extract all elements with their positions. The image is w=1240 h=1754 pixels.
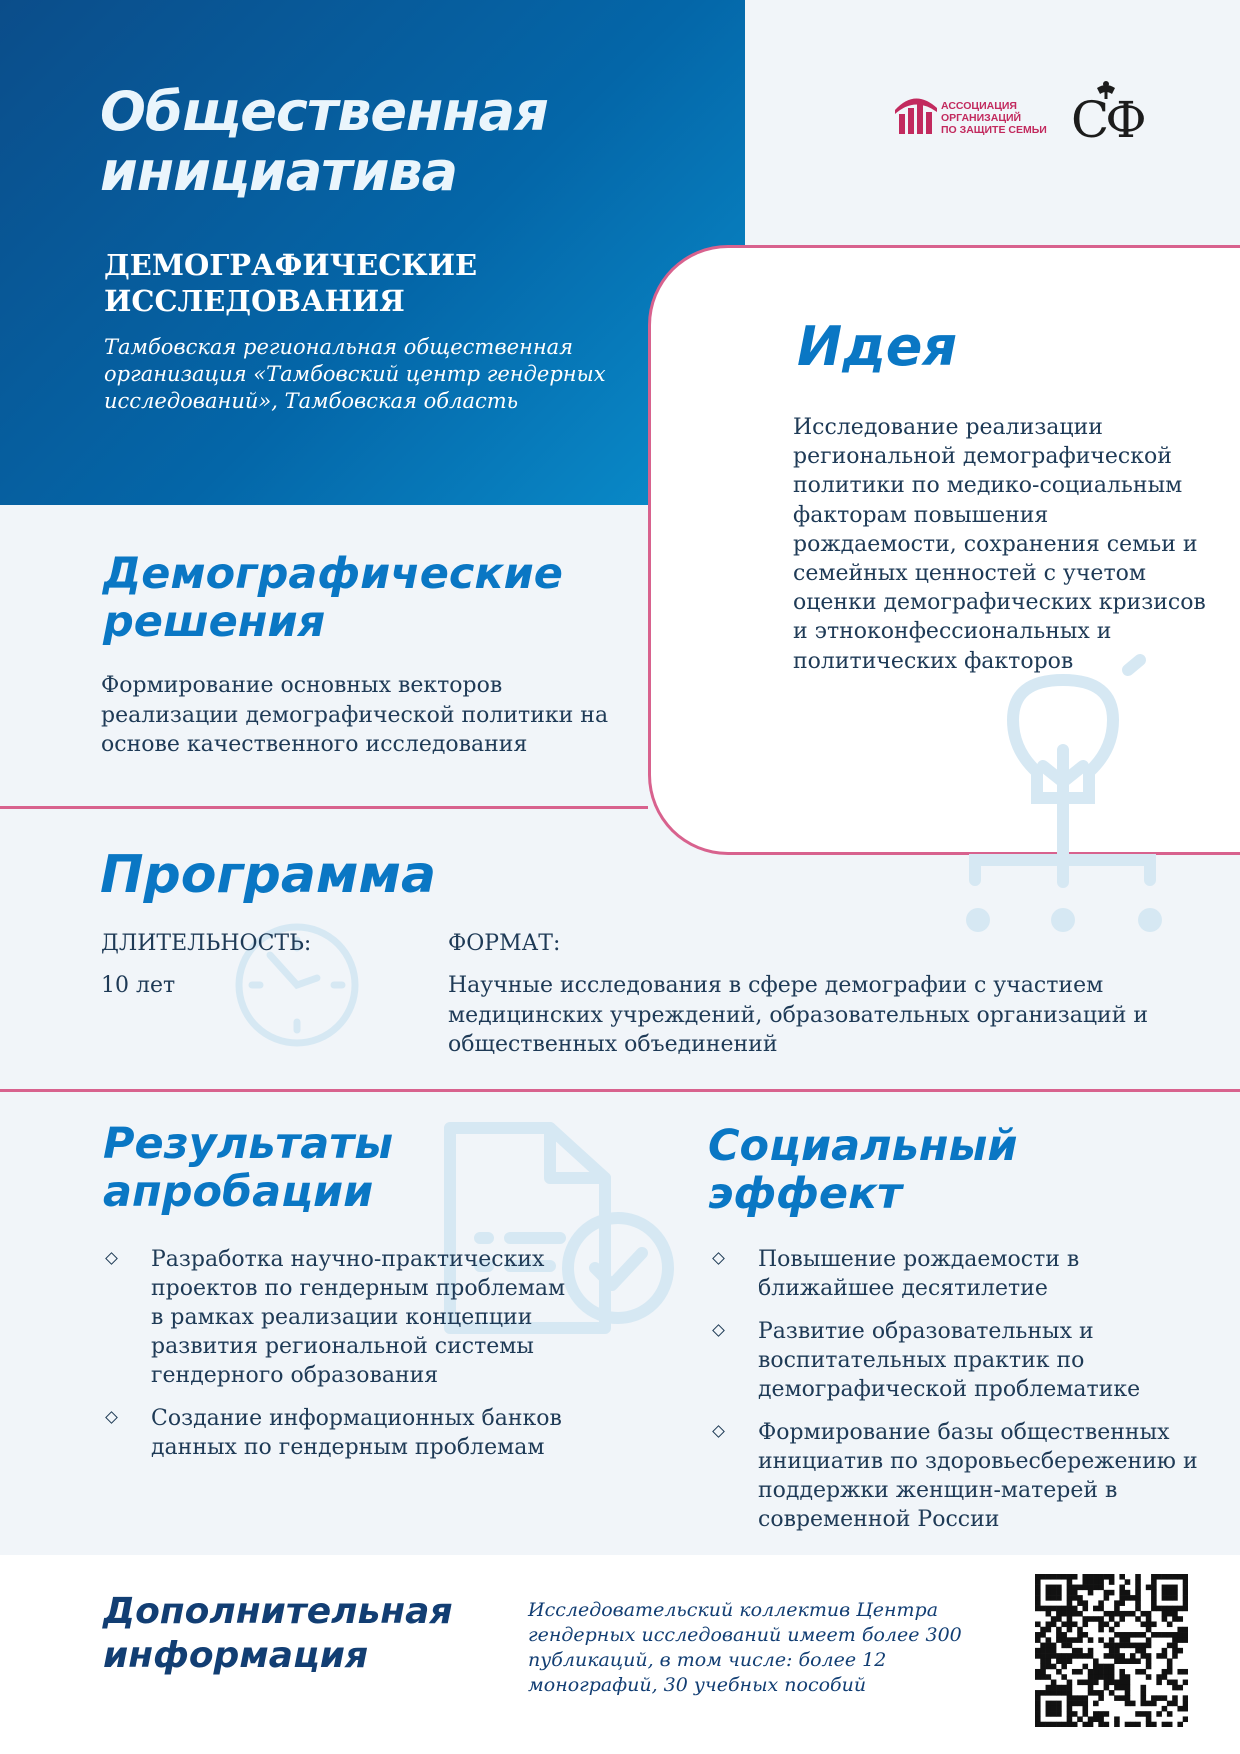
logos <box>885 78 1185 156</box>
page-title <box>100 82 548 202</box>
association-logo-text: АССОЦИАЦИЯ ОРГАНИЗАЦИЙ ПО ЗАЩИТЕ СЕМЬИ <box>941 100 1047 136</box>
duration-label: ДЛИТЕЛЬНОСТЬ: <box>101 931 312 956</box>
subtitle-line-2: ИССЛЕДОВАНИЯ <box>104 284 405 318</box>
social-effect-list <box>708 1245 1218 1548</box>
program-heading: Программа <box>100 845 437 905</box>
hero-banner <box>0 0 745 505</box>
diamond-bullet-icon <box>712 1252 725 1265</box>
format-value: Научные исследования в сфере демографии с участием медицинских учреждений, образовательных организаций и общественных объединений <box>448 973 1149 1057</box>
results-list <box>101 1245 566 1476</box>
list-item: Разработка научно-практических проектов по гендерным проблемам в рамках реализации концепции развития региональной системы гендерного образования <box>101 1245 566 1390</box>
subtitle-line-1: ДЕМОГРАФИЧЕСКИЕ <box>104 248 478 282</box>
idea-heading: Идея <box>797 315 958 378</box>
diamond-bullet-icon <box>712 1425 725 1438</box>
list-item: Создание информационных банков данных по гендерным проблемам <box>101 1404 566 1462</box>
diamond-bullet-icon <box>712 1324 725 1337</box>
list-item: Развитие образовательных и воспитательных практик по демографической проблематике <box>708 1317 1218 1404</box>
title-line-1: Общественная <box>100 80 548 143</box>
qr-code-icon[interactable] <box>1035 1574 1188 1727</box>
format-label: ФОРМАТ: <box>448 931 561 956</box>
page-subtitle <box>104 247 477 319</box>
duration-value: 10 лет <box>101 973 176 998</box>
solutions-heading: Демографические решения <box>103 549 563 647</box>
diamond-bullet-icon <box>105 1411 118 1424</box>
diamond-bullet-icon <box>105 1252 118 1265</box>
organization-name: Тамбовская региональная общественная организация «Тамбовский центр гендерных исследований», Тамбовская область <box>104 335 606 413</box>
lightbulb-icon <box>950 650 1180 940</box>
additional-info-text: Исследовательский коллектив Центра гендерных исследований имеет более 300 публикаций, в том числе: более 12 монографий, 30 учебных пособий <box>528 1599 962 1696</box>
list-item: Формирование базы общественных инициатив по здоровьесбережению и поддержки женщин-матерей в современной России <box>708 1418 1218 1534</box>
association-logo-icon <box>891 88 941 138</box>
results-heading: Результаты апробации <box>103 1119 394 1217</box>
divider-line <box>0 1089 1240 1092</box>
list-item: Повышение рождаемости в ближайшее десятилетие <box>708 1245 1218 1303</box>
title-line-2: инициатива <box>100 140 458 203</box>
idea-text: Исследование реализации региональной демографической политики по медико-социальным факторам повышения рождаемости, сохранения семьи и семейных ценностей с учетом оценки демографических кризисов и этноконфессиональных и политических факторов <box>793 415 1206 674</box>
sf-logo: СФ <box>1071 91 1143 149</box>
divider-line <box>0 806 648 809</box>
social-effect-heading: Социальный эффект <box>708 1121 1018 1219</box>
solutions-text: Формирование основных векторов реализации демографической политики на основе качественного исследования <box>101 673 609 757</box>
additional-info-heading: Дополнительная информация <box>103 1591 453 1676</box>
